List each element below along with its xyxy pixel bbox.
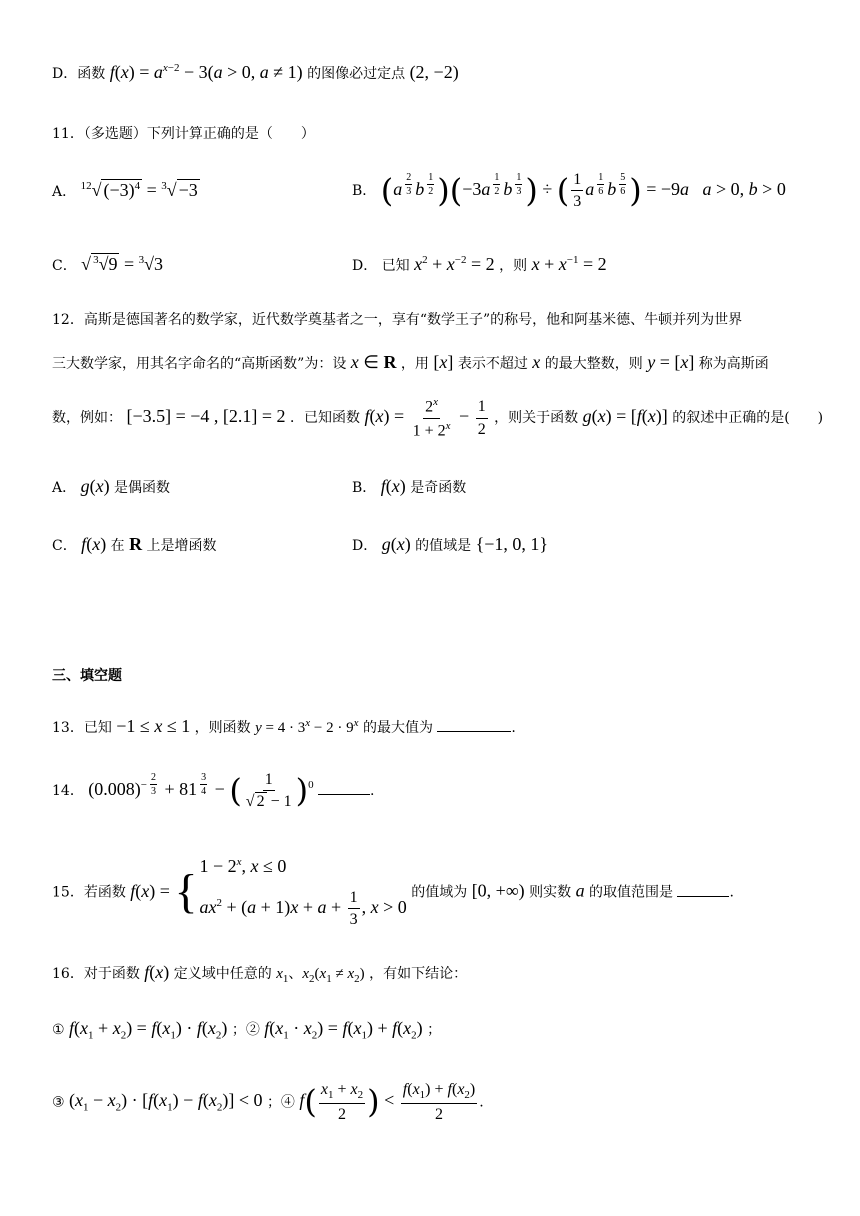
math-expr: (a $^{\frac{2}{3}}$ b $^{\frac{1}{2}}$ )(−3a $^{\frac{1}{2}}$ b $^{\frac{1}{3}}$ ) ÷ ( $\frac{1}{3}$ a $^{\frac{1}{6}}$ b $^{\frac{5}{6}}$ ) = −9a a > 0, b > 0 [380,171,786,211]
math-expr: $x_1$ [276,966,289,985]
math-expr: √ $^3$√9 = $^3$√3 [81,254,163,274]
q12-option-d: D． g(x) 的值域是 {−1, 0, 1} [352,534,549,554]
math-expr: x [532,352,541,372]
math-expr: f(x) [380,476,406,496]
q10-option-d: D．函数 $f(x) = a^{x-2} - 3(a > 0$, a ≠ 1) 的图像必过定点 (2, −2) [52,62,459,82]
math-expr: $x_2(x_1 \ne x_2)$ [302,966,365,985]
math-expr: f(x) [81,534,107,554]
q12-option-b: B． f(x) 是奇函数 [352,476,467,496]
q12-stem-line1: 12．高斯是德国著名的数学家，近代数学奠基者之一，享有“数学王子”的称号，他和阿基米德、牛顿并列为世界 [52,312,743,328]
math-expr: (2, −2) [409,62,459,82]
math-expr: [x] [433,352,454,372]
math-expr: $f(x_1 + x_2) = f(x_1) \cdot f(x_2)$ [69,1018,228,1042]
q11-option-c: C． √ $^3$√9 = $^3$√3 [52,254,163,274]
math-expr: y = [x] [647,352,695,372]
q15: 15．若函数 f(x) = { $1 - 2^x$, x ≤ 0 $ax^2 + (a + 1)x + a$ + $\frac{1}{3}$ , x > 0 的值域为 [0, +∞) 则实数 a 的取值范围是 . [52,856,734,928]
math-expr: [−3.5] = −4 , [2.1] = 2 [126,406,286,427]
q11-stem: 11．（多选题）下列计算正确的是（ ） [52,126,315,142]
math-expr: −1 ≤ x ≤ 1 [116,716,191,736]
section-title: 三、填空题 [52,668,122,684]
math-expr: g(x) [381,534,411,554]
math-expr: $(x_1 - x_2) \cdot [f(x_1) - f(x_2)] < 0$ [69,1090,263,1114]
q12-option-c: C． f(x) 在 R 上是增函数 [52,534,217,554]
q12-option-a: A． g(x) 是偶函数 [52,476,171,496]
q16-conclusions-3-4: ③ $(x_1 - x_2) \cdot [f(x_1) - f(x_2)] < 0$ ；④ f( $\frac{x_1 + x_2}{2}$ ) < $\frac{f(x_1) + f(x_2)}{2}$ . [52,1081,484,1124]
math-expr: g(x) = [f(x)] [582,406,668,427]
math-expr: [0, +∞) [471,880,525,901]
math-expr: $f(x) = a^{x-2} - 3(a > 0$, a ≠ 1) [109,62,303,82]
math-expr: g(x) [80,476,110,496]
math-expr: $y = 4 \cdot 3^x - 2 \cdot 9^x$ [255,717,359,736]
q11-option-d: D． 已知 $x^2 + x^{-2} = 2$ ，则 $x + x^{-1} = 2$ [352,254,607,274]
math-expr: $x + x^{-1} = 2$ [531,254,607,274]
math-expr: f(x) = { $1 - 2^x$, x ≤ 0 $ax^2 + (a + 1)x + a$ + $\frac{1}{3}$ , x > 0 [130,856,407,928]
q14: 14． $(0.008)^{- \frac{2}{3}}$ + 81 $^{\frac{3}{4}}$ − ( $\frac{1}{√ 2 - 1}$ )$^0$ . [52,771,375,811]
math-expr: $x^2 + x^{-2} = 2$ [414,254,495,274]
math-expr: x ∈ R [350,352,397,372]
answer-blank[interactable] [318,794,370,795]
answer-blank[interactable] [437,731,511,732]
math-expr: {−1, 0, 1} [475,534,549,554]
math-expr: $(0.008)^{- \frac{2}{3}}$ + 81 $^{\frac{3}{4}}$ − ( $\frac{1}{√ 2 - 1}$ )$^0$ [88,771,314,811]
math-expr: f(x) = $\frac{2^x}{1 + 2^x}$ − $\frac{1}{2}$ [364,396,486,439]
math-expr: f( $\frac{x_1 + x_2}{2}$ ) < $\frac{f(x_1) + f(x_2)}{2}$ [299,1081,476,1124]
q16-stem: 16．对于函数 f(x) 定义域中任意的 $x_1$、$x_2(x_1 \ne x_2)$ ，有如下结论： [52,962,468,985]
q16-conclusions-1-2: ① $f(x_1 + x_2) = f(x_1) \cdot f(x_2)$ ；② $f(x_1 \cdot x_2) = f(x_1) + f(x_2)$ ； [52,1018,442,1042]
math-expr: $^{12}$√ $(-3)^4 = ^3√ -3$ [80,180,198,200]
math-expr: $f(x_1 \cdot x_2) = f(x_1) + f(x_2)$ [264,1018,423,1042]
math-expr: a [575,880,585,901]
q11-option-b: B． (a $^{\frac{2}{3}}$ b $^{\frac{1}{2}}$ )(−3a $^{\frac{1}{2}}$ b $^{\frac{1}{3}}$ ) ÷ ( $\frac{1}{3}$ a $^{\frac{1}{6}}$ b $^{\frac{5}{6}}$ ) = −9a a > 0, b > 0 [352,171,786,211]
q12-stem-line3: 数，例如： [−3.5] = −4 , [2.1] = 2 ．已知函数 f(x) = $\frac{2^x}{1 + 2^x}$ − $\frac{1}{2}$ ，则关于函数 g(x) = [f(x)] 的叙述中正确的是( ) [52,396,824,439]
q13: 13．已知 −1 ≤ x ≤ 1 ，则函数 $y = 4 \cdot 3^x - 2 \cdot 9^x$ 的最大值为 . [52,716,516,736]
answer-blank[interactable] [677,896,729,897]
q12-stem-line2: 三大数学家，用其名字命名的“高斯函数”为：设 x ∈ R ，用 [x] 表示不超过 x 的最大整数，则 y = [x] 称为高斯函 [52,352,769,372]
math-expr: R [129,534,143,554]
q11-option-a: A． $^{12}$√ $(-3)^4 = ^3√ -3$ [52,180,198,200]
math-expr: f(x) [144,962,170,982]
